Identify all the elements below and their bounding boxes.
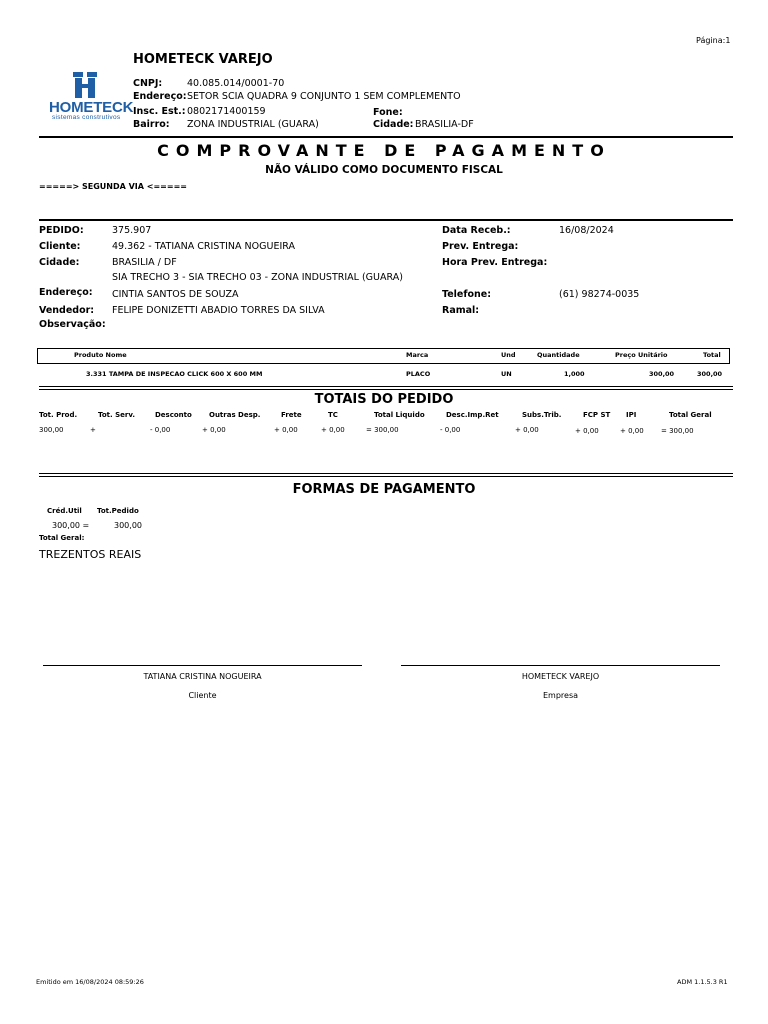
totals-title: TOTAIS DO PEDIDO	[314, 392, 454, 407]
cnpj-value: 40.085.014/0001-70	[187, 78, 285, 89]
cnpj-label: CNPJ:	[133, 78, 163, 89]
bairro-value: ZONA INDUSTRIAL (GUARA)	[187, 119, 319, 130]
endereco-line2: CINTIA SANTOS DE SOUZA	[112, 289, 239, 300]
vendedor-label: Vendedor:	[39, 305, 95, 316]
hora-prev-label: Hora Prev. Entrega:	[442, 257, 548, 268]
ipi-value: + 0,00	[620, 427, 644, 435]
total-geral-label: Total Geral:	[39, 534, 85, 542]
subs-trib-value: + 0,00	[515, 426, 539, 434]
desconto-value: - 0,00	[150, 426, 171, 434]
items-divider-1	[39, 386, 733, 387]
item-preco: 300,00	[649, 370, 675, 378]
vendedor-value: FELIPE DONIZETTI ABADIO TORRES DA SILVA	[112, 305, 325, 316]
second-copy-label: =====> SEGUNDA VIA <=====	[39, 182, 187, 191]
tot-prod-header: Tot. Prod.	[39, 411, 78, 419]
outras-desp-value: + 0,00	[202, 426, 226, 434]
document-title: COMPROVANTE DE PAGAMENTO	[157, 141, 611, 160]
client-signature-line	[43, 665, 362, 666]
company-signature-name: HOMETECK VAREJO	[521, 672, 600, 681]
company-signature-role: Empresa	[542, 691, 579, 700]
items-divider-2	[39, 389, 733, 390]
tot-serv-value: +	[90, 426, 96, 434]
col-produto-header: Produto Nome	[74, 351, 127, 359]
frete-header: Frete	[281, 411, 302, 419]
cidade-value: BRASILIA / DF	[112, 257, 177, 268]
total-geral-value: = 300,00	[661, 427, 694, 435]
item-und: UN	[501, 370, 512, 378]
frete-value: + 0,00	[274, 426, 298, 434]
pedido-value: 375.907	[112, 225, 152, 236]
col-marca-header: Marca	[406, 351, 429, 359]
tc-value: + 0,00	[321, 426, 345, 434]
endereco-label: Endereço:	[39, 287, 93, 298]
page-number: Página:1	[696, 36, 731, 45]
client-signature-role: Cliente	[188, 691, 217, 700]
prev-entrega-label: Prev. Entrega:	[442, 241, 519, 252]
fcp-st-value: + 0,00	[575, 427, 599, 435]
item-quantidade: 1,000	[564, 370, 585, 378]
item-total: 300,00	[697, 370, 723, 378]
payment-divider-2	[39, 476, 733, 477]
company-city-value: BRASILIA-DF	[415, 119, 474, 130]
tot-prod-value: 300,00	[39, 426, 64, 434]
cliente-value: 49.362 - TATIANA CRISTINA NOGUEIRA	[112, 241, 295, 252]
logo-tagline: sistemas construtivos	[52, 114, 121, 121]
payment-title: FORMAS DE PAGAMENTO	[292, 482, 476, 497]
desc-imp-ret-value: - 0,00	[440, 426, 461, 434]
total-geral-header: Total Geral	[669, 411, 712, 419]
col-total-header: Total	[703, 351, 721, 359]
insc-value: 0802171400159	[187, 106, 266, 117]
total-liquido-header: Total Liquido	[374, 411, 425, 419]
total-liquido-value: = 300,00	[366, 426, 399, 434]
tot-pedido-value: 300,00	[114, 521, 142, 530]
pedido-label: PEDIDO:	[39, 225, 84, 236]
ipi-header: IPI	[626, 411, 637, 419]
item-produto: 3.331 TAMPA DE INSPECAO CLICK 600 X 600 MM	[86, 370, 263, 378]
telefone-label: Telefone:	[442, 289, 492, 300]
emission-timestamp: Emitido em 16/08/2024 08:59:26	[36, 978, 144, 986]
tot-pedido-header: Tot.Pedido	[97, 507, 139, 515]
company-name: HOMETECK VAREJO	[133, 52, 273, 67]
col-preco-header: Preço Unitário	[615, 351, 668, 359]
subs-trib-header: Subs.Trib.	[522, 411, 562, 419]
outras-desp-header: Outras Desp.	[209, 411, 261, 419]
cred-util-value: 300,00 =	[52, 521, 90, 530]
tot-serv-header: Tot. Serv.	[98, 411, 135, 419]
company-address-value: SETOR SCIA QUADRA 9 CONJUNTO 1 SEM COMPLEMENTO	[187, 91, 461, 102]
company-address-label: Endereço:	[133, 91, 187, 102]
company-phone-label: Fone:	[373, 107, 403, 118]
item-marca: PLACO	[406, 370, 431, 378]
company-city-label: Cidade:	[373, 119, 414, 130]
ramal-label: Ramal:	[442, 305, 480, 316]
fcp-st-header: FCP ST	[583, 411, 611, 419]
observacao-label: Observação:	[39, 319, 106, 330]
order-divider	[39, 219, 733, 221]
tc-header: TC	[328, 411, 338, 419]
cidade-label: Cidade:	[39, 257, 80, 268]
col-und-header: Und	[501, 351, 516, 359]
logo-wordmark: HOMETECK	[49, 99, 134, 116]
client-signature-name: TATIANA CRISTINA NOGUEIRA	[143, 672, 262, 681]
hometeck-logo-icon	[70, 70, 100, 100]
payment-divider-1	[39, 473, 733, 474]
data-receb-value: 16/08/2024	[559, 225, 614, 236]
insc-label: Insc. Est.:	[133, 106, 186, 117]
bairro-label: Bairro:	[133, 119, 170, 130]
header-divider	[39, 136, 733, 138]
data-receb-label: Data Receb.:	[442, 225, 511, 236]
company-signature-line	[401, 665, 720, 666]
desc-imp-ret-header: Desc.Imp.Ret	[446, 411, 499, 419]
document-subtitle: NÃO VÁLIDO COMO DOCUMENTO FISCAL	[265, 164, 503, 176]
cred-util-header: Créd.Util	[47, 507, 82, 515]
version-label: ADM 1.1.5.3 R1	[677, 978, 728, 986]
cliente-label: Cliente:	[39, 241, 81, 252]
endereco-line1: SIA TRECHO 3 - SIA TRECHO 03 - ZONA INDUSTRIAL (GUARA)	[112, 272, 403, 283]
desconto-header: Desconto	[155, 411, 192, 419]
telefone-value: (61) 98274-0035	[559, 289, 640, 300]
total-in-words: TREZENTOS REAIS	[39, 548, 142, 561]
col-quantidade-header: Quantidade	[537, 351, 580, 359]
